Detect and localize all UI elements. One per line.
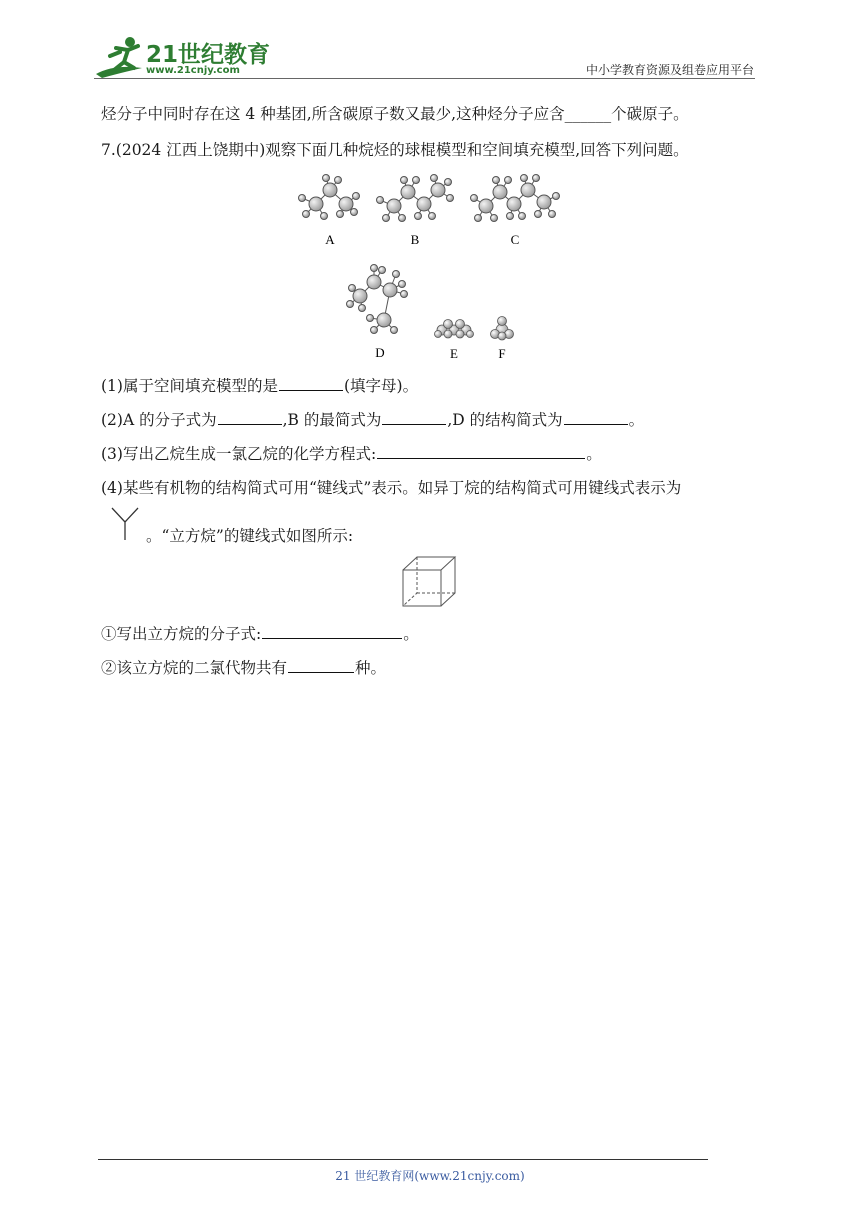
sub-question-2 [101, 658, 386, 678]
answer-blank[interactable] [564, 410, 628, 425]
header-divider [94, 78, 755, 79]
sub1-prefix: ①写出立方烷的分子式: [101, 625, 262, 643]
intro-line: 烃分子中同时存在这 4 种基团,所含碳原子数又最少,这种烃分子应含______个碳原子。 [101, 105, 689, 123]
answer-blank[interactable] [279, 376, 343, 391]
q2-part-a: (2)A 的分子式为 [101, 411, 217, 429]
model-a [299, 175, 360, 220]
model-f [491, 317, 514, 341]
question-4-line-2: 。“立方烷”的键线式如图所示: [146, 527, 354, 545]
question-7-title: 7.(2024 江西上饶期中)观察下面几种烷烃的球棍模型和空间填充模型,回答下列问题。 [101, 141, 689, 159]
answer-blank[interactable] [377, 444, 585, 459]
question-2 [101, 410, 644, 430]
model-e [435, 320, 474, 339]
header-platform-text: 中小学教育资源及组卷应用平台 [585, 63, 754, 77]
logo-url: www.21cnjy.com [146, 65, 240, 76]
figure-label-a: A [325, 232, 335, 247]
figure-label-f: F [498, 346, 506, 361]
answer-blank[interactable] [382, 410, 446, 425]
q3-prefix: (3)写出乙烷生成一氯乙烷的化学方程式: [101, 445, 377, 463]
model-b [377, 175, 454, 222]
question-1 [101, 376, 418, 396]
figure-label-e: E [450, 346, 458, 361]
footer-divider [98, 1159, 708, 1160]
q1-prefix: (1)属于空间填充模型的是 [101, 377, 278, 395]
q3-end: 。 [586, 445, 602, 463]
answer-blank[interactable] [288, 658, 354, 673]
runner-logo-icon [94, 34, 154, 80]
isobutane-skeletal-formula [108, 504, 142, 544]
question-3 [101, 444, 602, 464]
q2-part-c: ,D 的结构简式为 [447, 411, 563, 429]
sub2-prefix: ②该立方烷的二氯代物共有 [101, 659, 288, 677]
figure-label-b: B [410, 232, 420, 247]
figure-label-c: C [510, 232, 520, 247]
answer-blank[interactable] [262, 624, 402, 639]
sub-question-1 [101, 624, 419, 644]
q1-suffix: (填字母)。 [343, 377, 419, 395]
cubane-figure [398, 552, 462, 610]
q2-part-b: ,B 的最简式为 [282, 411, 382, 429]
sub1-end: 。 [403, 625, 419, 643]
figure-label-d: D [375, 345, 385, 360]
q2-end: 。 [628, 411, 645, 429]
question-4-line-1: (4)某些有机物的结构简式可用“键线式”表示。如异丁烷的结构简式可用键线式表示为 [101, 479, 682, 497]
alkane-models-figure [290, 168, 570, 364]
model-d [347, 265, 408, 334]
sub2-end: 种。 [355, 659, 387, 677]
footer-text: 21 世纪教育网(www.21cnjy.com) [335, 1169, 525, 1183]
model-c [471, 175, 560, 222]
logo-text: 21世纪教育 [146, 42, 271, 68]
answer-blank[interactable] [218, 410, 282, 425]
